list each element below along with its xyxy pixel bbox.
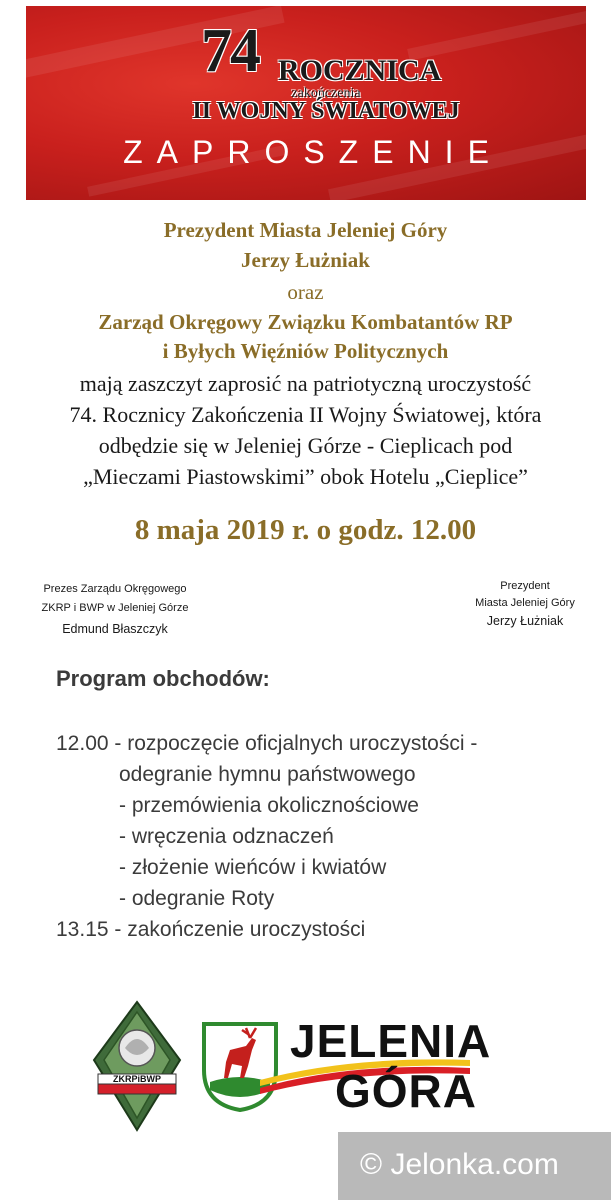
anniversary-word: ROCZNICA — [278, 54, 442, 87]
signature-right-role2: Miasta Jeleniej Góry — [475, 597, 575, 609]
program-item: 12.00 - rozpoczęcie oficjalnych uroczystości - — [56, 732, 478, 755]
event-date: 8 maja 2019 r. o godz. 12.00 — [134, 514, 477, 546]
header-banner — [26, 6, 586, 200]
cohost-line1: Zarząd Okręgowy Związku Kombatantów RP — [98, 310, 513, 334]
program-title: Program obchodów: — [56, 666, 270, 691]
invitation-heading: ZAPROSZENIE — [123, 134, 503, 170]
signature-right — [450, 577, 600, 632]
program-item: - złożenie wieńców i kwiatów — [119, 856, 387, 879]
anniversary-subtitle: zakończenia — [291, 86, 361, 101]
anniversary-number: 74 — [201, 17, 259, 85]
signature-left-role2: ZKRP i BWP w Jeleniej Górze — [41, 602, 189, 614]
invitation-line3: odbędzie się w Jeleniej Górze - Cieplicach pod — [98, 433, 513, 458]
invitation-line1: mają zaszczyt zaprosić na patriotyczną uroczystość — [79, 371, 532, 396]
program-item: - przemówienia okolicznościowe — [119, 794, 419, 817]
invitation-line4: „Mieczami Piastowskimi” obok Hotelu „Cieplice” — [83, 464, 528, 489]
city-logo-line2: GÓRA — [335, 1065, 477, 1117]
conjunction: oraz — [287, 280, 324, 304]
zkrp-emblem-icon — [92, 1000, 182, 1132]
program-item: odegranie hymnu państwowego — [119, 763, 416, 786]
cohost-line2: i Byłych Więźniów Politycznych — [162, 339, 449, 363]
war-title: II WOJNY ŚWIATOWEJ — [192, 98, 460, 124]
watermark-text: © Jelonka.com — [360, 1148, 559, 1181]
signature-left — [20, 580, 210, 640]
program-item: - odegranie Roty — [119, 887, 275, 910]
program-item: - wręczenia odznaczeń — [119, 825, 334, 848]
zkrp-label: ZKRPiBWP — [113, 1074, 161, 1084]
signature-right-role1: Prezydent — [500, 580, 550, 592]
signature-left-role1: Prezes Zarządu Okręgowego — [43, 583, 187, 595]
watermark — [338, 1132, 611, 1200]
invitation-line2: 74. Rocznicy Zakończenia II Wojny Światowej, która — [69, 402, 542, 427]
host-name: Jerzy Łużniak — [241, 248, 370, 272]
host-title: Prezydent Miasta Jeleniej Góry — [163, 218, 448, 242]
city-logo-line1: JELENIA — [290, 1015, 492, 1067]
signature-right-name: Jerzy Łużniak — [486, 614, 564, 628]
program-item: 13.15 - zakończenie uroczystości — [56, 918, 366, 941]
signature-left-name: Edmund Błaszczyk — [62, 622, 168, 636]
